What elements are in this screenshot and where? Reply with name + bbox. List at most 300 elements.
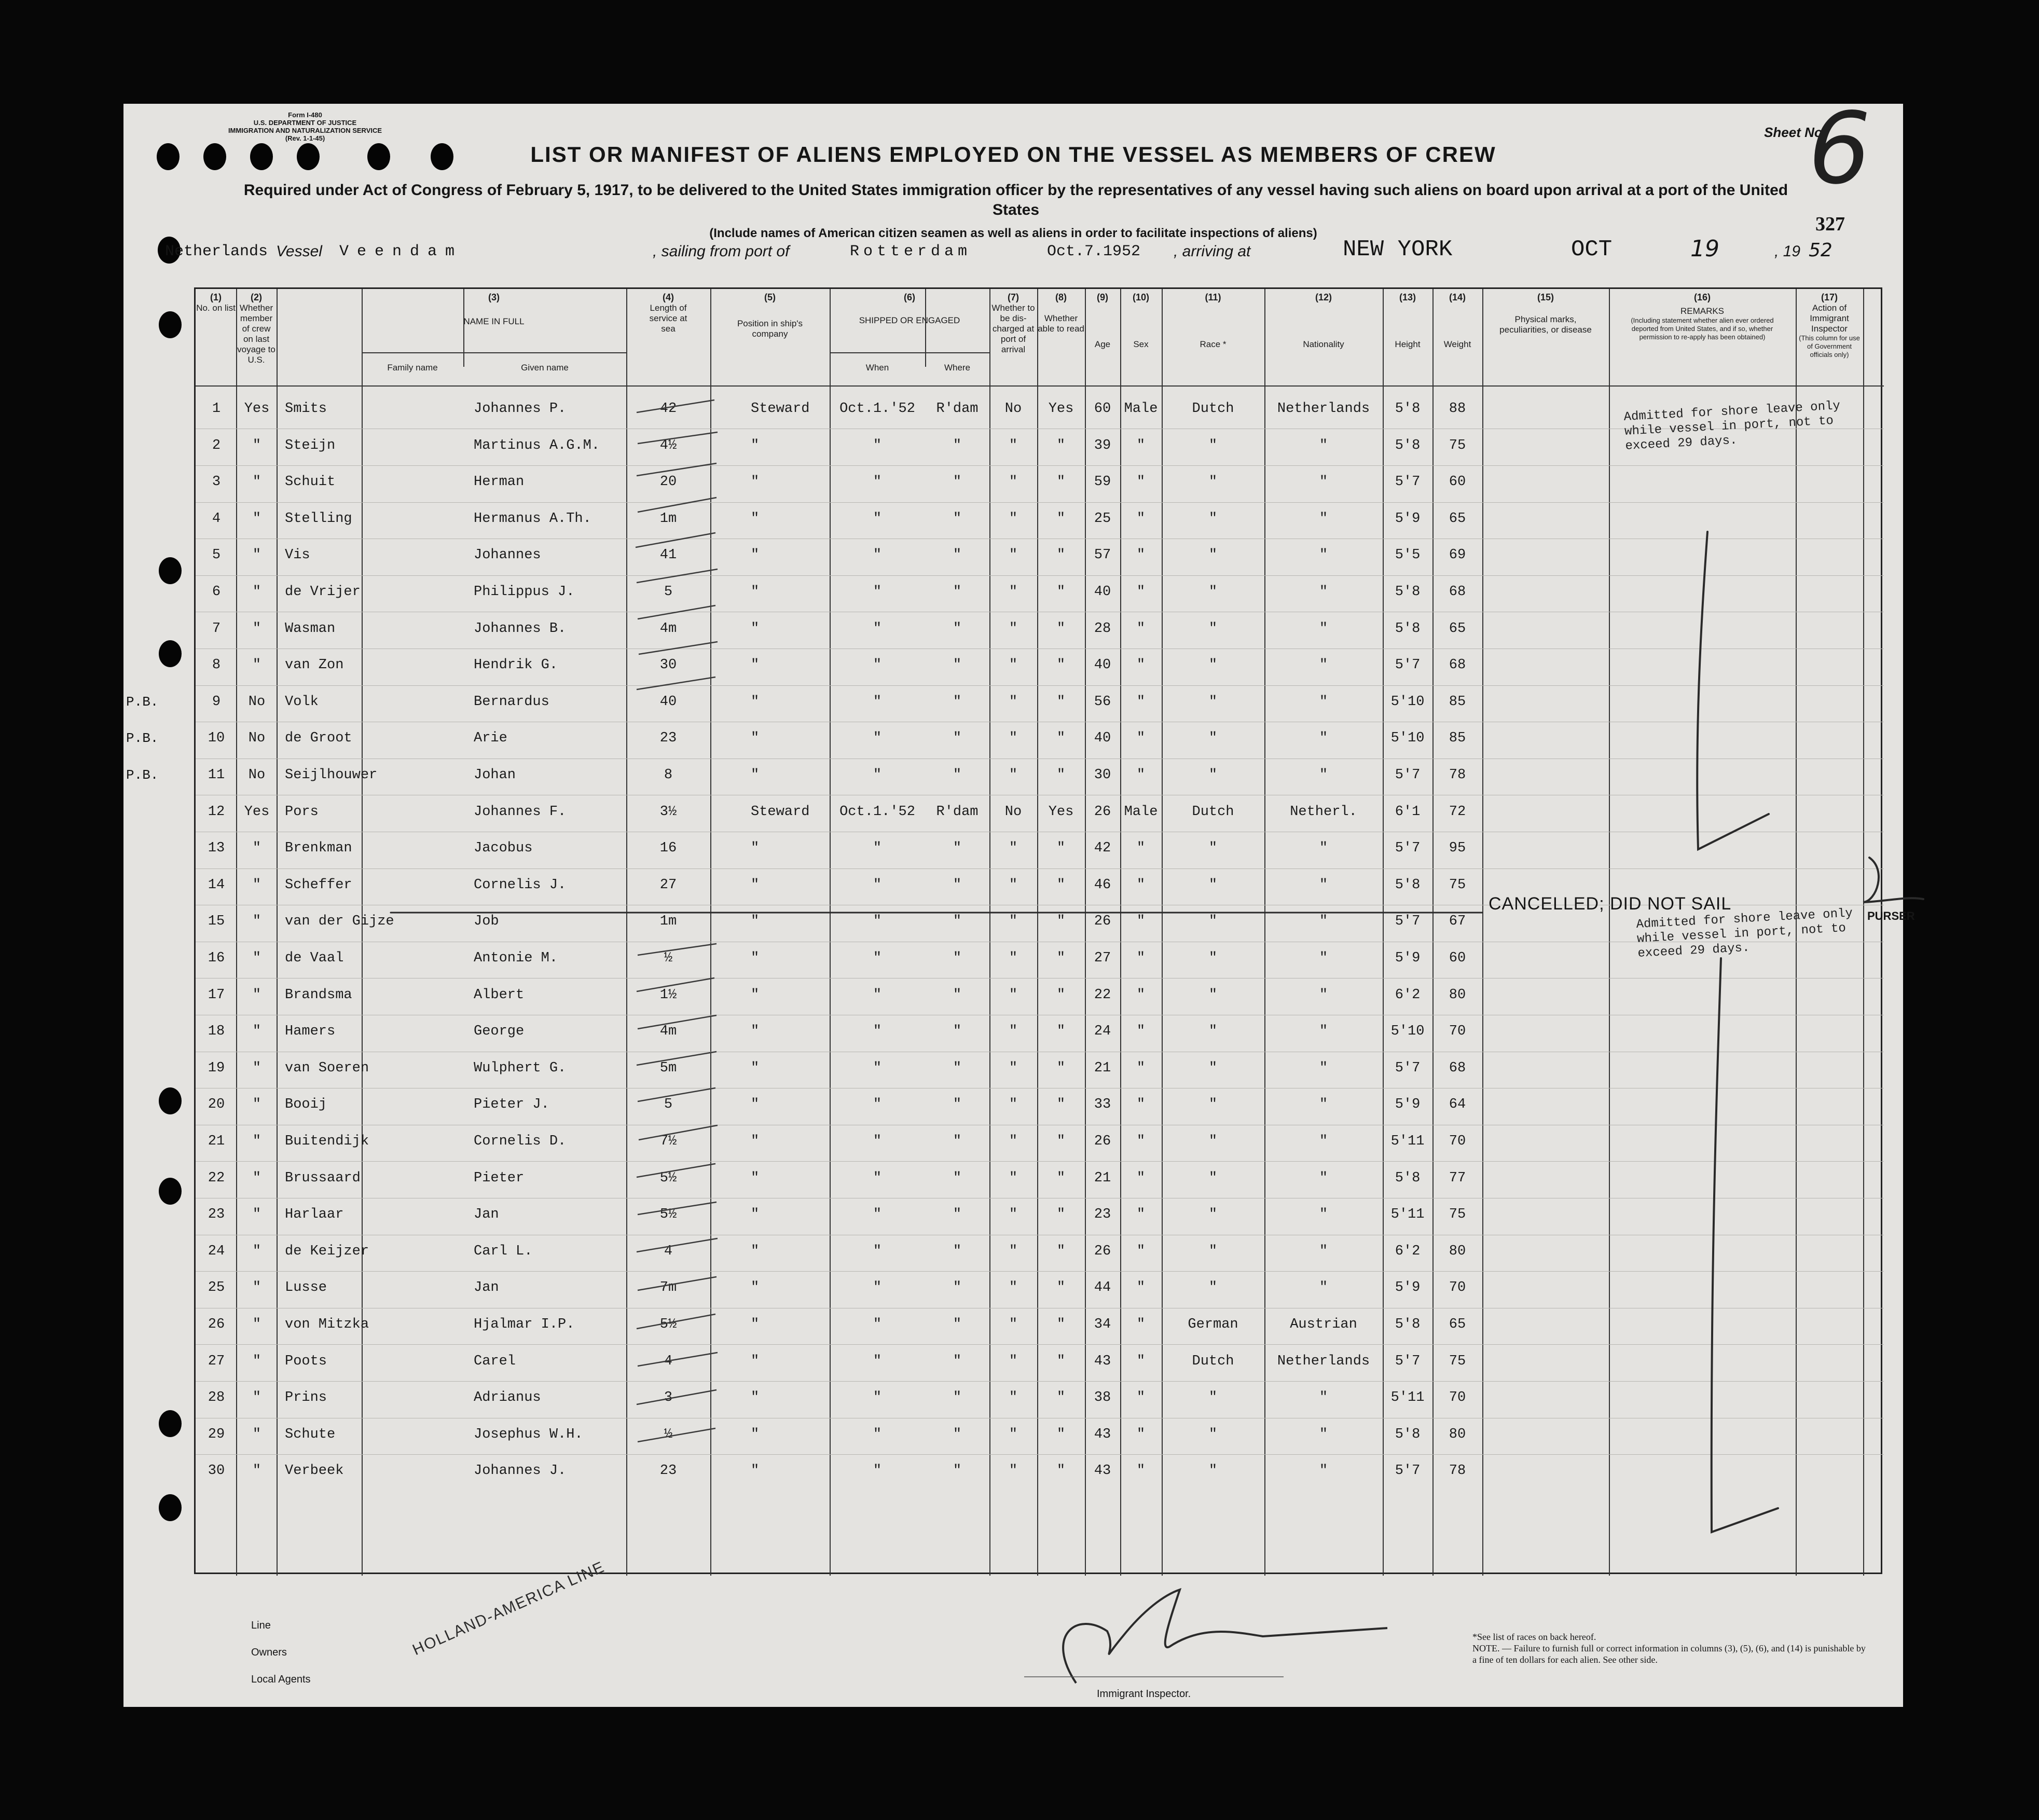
col13-header: (13) Height [1395,292,1421,349]
age-cell: 30 [1094,767,1111,783]
sex-cell: " [1136,987,1146,1003]
position-cell: " [751,584,760,600]
nationality-cell: " [1319,621,1328,637]
shore-leave-remark-2: Admitted for shore leave only while vessel in port, not to exceed 29 days. [1636,906,1853,961]
col3-header: (3) NAME IN FULL [463,292,525,326]
last-voyage-cell: " [252,1280,261,1296]
sex-cell: " [1136,1353,1146,1369]
shipped-where-cell: " [953,547,962,563]
nationality-cell: " [1319,474,1328,490]
length-of-service-cell: 4m [659,1024,677,1040]
nationality-cell: " [1319,1426,1328,1442]
last-voyage-cell: " [252,950,261,966]
length-of-service-cell: 23 [659,730,677,747]
sex-cell: " [1136,547,1146,563]
shipped-when-cell: " [873,1060,882,1076]
age-cell: 43 [1094,1463,1111,1479]
last-voyage-cell: " [252,1134,261,1149]
when-header: When [865,363,889,373]
nationality-cell: " [1319,1170,1328,1186]
shipped-when-cell: " [873,987,882,1003]
sex-cell: " [1136,694,1146,710]
sex-cell: " [1136,1463,1146,1479]
footnote [1472,1631,1867,1665]
weight-cell: 80 [1449,1243,1466,1259]
row-number-cell: 5 [212,547,221,563]
binder-hole [159,640,182,667]
position-cell: " [751,1280,760,1296]
race-cell: Dutch [1192,401,1234,417]
shipped-when-cell: " [873,657,882,673]
age-cell: 34 [1094,1317,1111,1332]
height-cell: 5'7 [1395,657,1421,673]
last-voyage-cell: " [252,584,261,600]
position-cell: " [751,730,760,747]
age-cell: 38 [1094,1390,1111,1406]
sex-cell: " [1136,1426,1146,1442]
height-cell: 5'8 [1395,621,1421,637]
col5-header: (5) Position in ship's company [737,292,803,339]
age-cell: 40 [1094,730,1111,747]
arrival-port: NEW YORK [1343,237,1453,263]
to-be-discharged-cell: " [1009,1463,1018,1479]
shipped-where-cell: " [953,730,962,747]
family-name-cell: Lusse [285,1280,327,1296]
shipped-where-cell: " [953,914,962,930]
weight-cell: 70 [1449,1390,1466,1406]
nationality-cell: " [1319,1024,1328,1040]
row-number-cell: 21 [208,1134,225,1149]
nationality-cell: " [1319,1060,1328,1076]
row-number-cell: 29 [208,1426,225,1442]
race-cell: " [1208,547,1218,563]
sex-cell: " [1136,1134,1146,1149]
position-cell: " [751,767,760,783]
shipped-where-cell: " [953,1463,962,1479]
age-cell: 26 [1094,804,1111,820]
height-cell: 5'9 [1395,950,1421,966]
position-cell: " [751,547,760,563]
last-voyage-cell: " [252,1426,261,1442]
to-be-discharged-cell: No [1004,804,1022,820]
to-be-discharged-cell: " [1009,547,1018,563]
given-name-cell: Pieter [474,1170,525,1186]
race-cell: " [1208,1097,1218,1113]
local-agents-label: Local Agents [251,1674,311,1685]
col11-header: (11) Race * [1200,292,1227,349]
weight-cell: 64 [1449,1097,1466,1113]
nationality-cell: " [1319,437,1328,453]
row-number-cell: 26 [208,1317,225,1332]
age-cell: 27 [1094,950,1111,966]
able-to-read-cell: " [1056,1024,1066,1040]
length-of-service-cell: 7½ [659,1134,677,1149]
sex-cell: " [1136,657,1146,673]
last-voyage-cell: " [252,1207,261,1223]
last-voyage-cell: " [252,1243,261,1259]
position-cell: " [751,1170,760,1186]
binder-hole [159,1410,182,1437]
age-cell: 22 [1094,987,1111,1003]
row-number-cell: 12 [208,804,225,820]
purser-label: PURSER [1867,909,1915,922]
position-cell: " [751,511,760,527]
manifest-sheet [123,91,1915,1707]
row-number-cell: 8 [212,657,221,673]
last-voyage-cell: " [252,1463,261,1479]
to-be-discharged-cell: " [1009,730,1018,747]
row-number-cell: 22 [208,1170,225,1186]
race-cell: " [1208,767,1218,783]
weight-cell: 70 [1449,1280,1466,1296]
able-to-read-cell: " [1056,840,1066,857]
nationality-cell: " [1319,1207,1328,1223]
row-number-cell: 3 [212,474,221,490]
height-cell: 5'8 [1395,401,1421,417]
departure-date: Oct.7.1952 [1047,243,1141,260]
age-cell: 43 [1094,1353,1111,1369]
immigrant-inspector-label: Immigrant Inspector. [1097,1688,1191,1700]
binder-hole [159,311,182,338]
last-voyage-cell: " [252,547,261,563]
to-be-discharged-cell: " [1009,1060,1018,1076]
race-cell: " [1208,694,1218,710]
position-cell: " [751,1243,760,1259]
age-cell: 57 [1094,547,1111,563]
length-of-service-cell: 7m [659,1280,677,1296]
given-name-cell: Wulphert G. [474,1060,567,1076]
position-cell: " [751,914,760,930]
to-be-discharged-cell: No [1004,401,1022,417]
departure-port: Rotterdam [850,243,972,260]
shipped-where-cell: " [953,474,962,490]
nationality-cell: " [1319,511,1328,527]
last-voyage-cell: " [252,474,261,490]
footnote-note: NOTE. — Failure to furnish full or correct information in columns (3), (5), (6), and (14) is punishable by a fine of ten dollars for each alien. See other side. [1472,1643,1866,1665]
family-name-cell: van Zon [285,657,344,673]
sex-cell: " [1136,1097,1146,1113]
row-number-cell: 23 [208,1207,225,1223]
family-name-cell: de Vrijer [285,584,361,600]
height-cell: 5'9 [1395,511,1421,527]
where-header: Where [944,363,971,373]
row-number-cell: 13 [208,840,225,857]
shipped-where-cell: " [953,511,962,527]
to-be-discharged-cell: " [1009,474,1018,490]
age-cell: 40 [1094,584,1111,600]
position-cell: " [751,1207,760,1223]
to-be-discharged-cell: " [1009,1390,1018,1406]
col6-header: (6) SHIPPED OR ENGAGED [859,292,960,325]
height-cell: 6'2 [1395,1243,1421,1259]
shipped-where-cell: " [953,1317,962,1332]
sex-cell: " [1136,1170,1146,1186]
sex-cell: " [1136,1243,1146,1259]
length-of-service-cell: 5½ [659,1317,677,1332]
given-name-cell: Bernardus [474,694,549,710]
family-name-cell: Vis [285,547,310,563]
length-of-service-cell: 1½ [659,987,677,1003]
last-voyage-cell: " [252,1353,261,1369]
able-to-read-cell: " [1056,511,1066,527]
family-name-cell: Booij [285,1097,327,1113]
race-cell: " [1208,621,1218,637]
binder-hole [159,1087,182,1114]
last-voyage-cell: " [252,437,261,453]
age-cell: 28 [1094,621,1111,637]
shipped-when-cell: " [873,1243,882,1259]
form-number: Form I-480 [288,111,322,119]
sex-cell: " [1136,584,1146,600]
given-name-cell: Jacobus [474,840,533,857]
weight-cell: 70 [1449,1134,1466,1149]
binder-hole [159,1494,182,1521]
to-be-discharged-cell: " [1009,877,1018,893]
given-name-cell: Philippus J. [474,584,575,600]
height-cell: 6'1 [1395,804,1421,820]
row-number-cell: 14 [208,877,225,893]
family-name-cell: Hamers [285,1024,336,1040]
given-name-cell: Cornelis J. [474,877,567,893]
position-cell: " [751,474,760,490]
age-cell: 33 [1094,1097,1111,1113]
nationality-cell: " [1319,1243,1328,1259]
given-name-cell: Johannes B. [474,621,567,637]
length-of-service-cell: 23 [659,1463,677,1479]
arrival-month: OCT [1571,237,1613,263]
nationality-cell: " [1319,584,1328,600]
able-to-read-cell: Yes [1048,804,1074,820]
given-name-cell: Albert [474,987,525,1003]
weight-cell: 65 [1449,511,1466,527]
family-name-cell: von Mitzka [285,1317,369,1332]
family-name-cell: Brussaard [285,1170,361,1186]
length-of-service-cell: 40 [659,694,677,710]
last-voyage-cell: " [252,877,261,893]
position-cell: " [751,1463,760,1479]
to-be-discharged-cell: " [1009,987,1018,1003]
last-voyage-cell: " [252,511,261,527]
able-to-read-cell: " [1056,1426,1066,1442]
position-cell: " [751,1134,760,1149]
row-number-cell: 19 [208,1060,225,1076]
last-voyage-cell: Yes [244,804,270,820]
able-to-read-cell: " [1056,950,1066,966]
last-voyage-cell: No [248,767,266,783]
given-name-cell: Johannes [474,547,541,563]
family-name-cell: Poots [285,1353,327,1369]
shipped-when-cell: " [873,877,882,893]
length-of-service-cell: 16 [659,840,677,857]
footnote-races: *See list of races on back hereof. [1472,1632,1596,1642]
family-name-cell: Prins [285,1390,327,1406]
given-name-cell: Job [474,914,499,930]
nationality-cell: " [1319,1280,1328,1296]
shipped-when-cell: " [873,1024,882,1040]
height-cell: 5'10 [1390,1024,1425,1040]
row-number-cell: 30 [208,1463,225,1479]
shipped-when-cell: " [873,1426,882,1442]
weight-cell: 85 [1449,730,1466,747]
weight-cell: 75 [1449,1353,1466,1369]
family-name-cell: de Groot [285,730,352,747]
col14-header: (14) Weight [1443,292,1471,349]
to-be-discharged-cell: " [1009,1243,1018,1259]
shipped-where-cell: " [953,1426,962,1442]
sex-cell: " [1136,877,1146,893]
shipped-where-cell: " [953,1024,962,1040]
given-name-cell: Cornelis D. [474,1134,567,1149]
able-to-read-cell: " [1056,767,1066,783]
to-be-discharged-cell: " [1009,694,1018,710]
last-voyage-cell: " [252,1317,261,1332]
nationality-cell: " [1319,767,1328,783]
height-cell: 5'7 [1395,914,1421,930]
race-cell: " [1208,950,1218,966]
race-cell: " [1208,511,1218,527]
race-cell: " [1208,657,1218,673]
race-cell: " [1208,1426,1218,1442]
given-name-cell: Johan [474,767,516,783]
family-name-cell: Schute [285,1426,336,1442]
row-number-cell: 7 [212,621,221,637]
weight-cell: 88 [1449,401,1466,417]
position-cell: " [751,1426,760,1442]
arrival-year: 52 [1809,240,1833,261]
length-of-service-cell: 3½ [659,804,677,820]
row-number-cell: 28 [208,1390,225,1406]
race-cell: " [1208,474,1218,490]
weight-cell: 77 [1449,1170,1466,1186]
able-to-read-cell: Yes [1048,401,1074,417]
given-name-cell: Hermanus A.Th. [474,511,591,527]
voyage-line [165,236,1872,266]
row-number-cell: 11 [208,767,225,783]
able-to-read-cell: " [1056,437,1066,453]
age-cell: 44 [1094,1280,1111,1296]
nationality-cell: Austrian [1290,1317,1357,1332]
department: U.S. DEPARTMENT OF JUSTICE [253,119,357,127]
nationality-cell: " [1319,657,1328,673]
family-name-cell: Scheffer [285,877,352,893]
to-be-discharged-cell: " [1009,1207,1018,1223]
form-identifier [196,111,414,142]
shipped-when-cell: " [873,1134,882,1149]
col8-header: (8) Whether able to read [1038,292,1084,334]
shipped-where-cell: " [953,950,962,966]
able-to-read-cell: " [1056,1317,1066,1332]
sex-cell: " [1136,1207,1146,1223]
height-cell: 5'8 [1395,1317,1421,1332]
col2-header: (2) Whether member of crew on last voyage to U.S. [237,292,275,365]
row-number-cell: 10 [208,730,225,747]
weight-cell: 67 [1449,914,1466,930]
company-stamp: HOLLAND-AMERICA LINE [410,1558,608,1659]
age-cell: 26 [1094,1134,1111,1149]
sex-cell: " [1136,1390,1146,1406]
nationality-cell: " [1319,914,1328,930]
sex-cell: " [1136,621,1146,637]
race-cell: " [1208,1280,1218,1296]
shipped-where-cell: R'dam [936,401,979,417]
age-cell: 59 [1094,474,1111,490]
shipped-where-cell: " [953,694,962,710]
col7-header: (7) Whether to be dis-charged at port of arrival [991,292,1035,354]
row-number-cell: 6 [212,584,221,600]
shipped-when-cell: " [873,437,882,453]
manifest-footer [194,1558,1882,1707]
col9-header: (9) Age [1094,292,1111,349]
shipped-when-cell: " [873,1207,882,1223]
age-cell: 39 [1094,437,1111,453]
family-name-cell: van der Gijze [285,914,394,930]
to-be-discharged-cell: " [1009,1097,1018,1113]
weight-cell: 70 [1449,1024,1466,1040]
owners-label: Owners [251,1647,287,1658]
length-of-service-cell: 30 [659,657,677,673]
col4-header: (4) Length of service at sea [649,292,687,334]
last-voyage-cell: " [252,1060,261,1076]
position-cell: " [751,437,760,453]
col1-header: (1) No. on list [196,292,236,313]
race-cell: " [1208,730,1218,747]
nationality-cell: " [1319,840,1328,857]
sex-cell: " [1136,914,1146,930]
given-name-cell: Arie [474,730,507,747]
row-number-cell: 16 [208,950,225,966]
given-name-cell: Johannes J. [474,1463,567,1479]
weight-cell: 80 [1449,1426,1466,1442]
height-cell: 5'7 [1395,1463,1421,1479]
height-cell: 5'11 [1390,1207,1425,1223]
last-voyage-cell: " [252,1024,261,1040]
row-number-cell: 2 [212,437,221,453]
row-number-cell: 15 [208,914,225,930]
height-cell: 5'7 [1395,767,1421,783]
shipped-where-cell: " [953,1280,962,1296]
family-name-cell: Pors [285,804,319,820]
height-cell: 5'8 [1395,1426,1421,1442]
remark-ditto-bracket-2 [1712,958,1778,1532]
age-cell: 25 [1094,511,1111,527]
family-name-cell: Stelling [285,511,352,527]
weight-cell: 80 [1449,987,1466,1003]
able-to-read-cell: " [1056,1097,1066,1113]
sex-cell: " [1136,1280,1146,1296]
sex-cell: " [1136,437,1146,453]
to-be-discharged-cell: " [1009,1170,1018,1186]
given-name-cell: Carl L. [474,1243,533,1259]
height-cell: 5'11 [1390,1134,1425,1149]
age-cell: 26 [1094,914,1111,930]
row-number-cell: 4 [212,511,221,527]
able-to-read-cell: " [1056,1243,1066,1259]
weight-cell: 68 [1449,584,1466,600]
shipped-where-cell: " [953,1134,962,1149]
age-cell: 42 [1094,840,1111,857]
to-be-discharged-cell: " [1009,840,1018,857]
weight-cell: 78 [1449,1463,1466,1479]
given-name-cell: Jan [474,1207,499,1223]
shipped-where-cell: " [953,1097,962,1113]
height-cell: 5'8 [1395,584,1421,600]
weight-cell: 75 [1449,437,1466,453]
sex-cell: " [1136,730,1146,747]
shipped-when-cell: Oct.1.'52 [839,804,915,820]
height-cell: 5'7 [1395,1353,1421,1369]
nationality-cell: Netherl. [1290,804,1357,820]
shipped-when-cell: " [873,950,882,966]
